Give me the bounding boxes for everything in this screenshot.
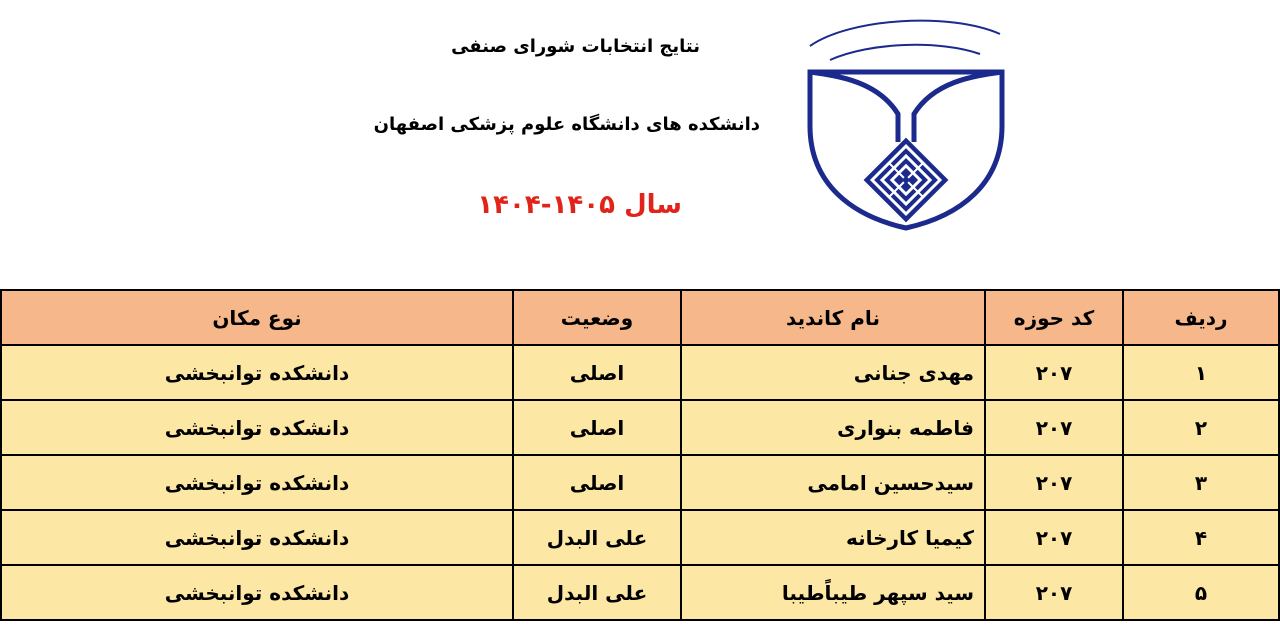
- column-header-code: کد حوزه: [985, 290, 1123, 345]
- university-logo: [800, 6, 1012, 232]
- place-type-cell: دانشکده توانبخشی: [1, 400, 513, 455]
- table-row: [1, 400, 1279, 455]
- candidate-name-cell: فاطمه بنواری: [681, 400, 985, 455]
- status-cell: اصلی: [513, 455, 681, 510]
- place-type-cell: دانشکده توانبخشی: [1, 510, 513, 565]
- table-row: [1, 510, 1279, 565]
- row-number-cell: ۵: [1123, 565, 1279, 620]
- table-row: [1, 345, 1279, 400]
- place-type-cell: دانشکده توانبخشی: [1, 565, 513, 620]
- code-cell: ۲۰۷: [985, 345, 1123, 400]
- row-number-cell: ۱: [1123, 345, 1279, 400]
- column-header-row-number: ردیف: [1123, 290, 1279, 345]
- code-cell: ۲۰۷: [985, 510, 1123, 565]
- candidate-name-cell: کیمیا کارخانه: [681, 510, 985, 565]
- table-row: [1, 565, 1279, 620]
- column-header-candidate-name: نام کاندید: [681, 290, 985, 345]
- candidate-name-cell: سیدحسین امامی: [681, 455, 985, 510]
- place-type-cell: دانشکده توانبخشی: [1, 455, 513, 510]
- candidate-name-cell: سید سپهر طیباًطیبا: [681, 565, 985, 620]
- column-header-place-type: نوع مکان: [1, 290, 513, 345]
- code-cell: ۲۰۷: [985, 565, 1123, 620]
- university-subtitle: دانشکده های دانشگاه علوم پزشکی اصفهان: [373, 114, 760, 135]
- code-cell: ۲۰۷: [985, 455, 1123, 510]
- column-header-status: وضعیت: [513, 290, 681, 345]
- status-cell: علی البدل: [513, 510, 681, 565]
- place-type-cell: دانشکده توانبخشی: [1, 345, 513, 400]
- row-number-cell: ۴: [1123, 510, 1279, 565]
- code-cell: ۲۰۷: [985, 400, 1123, 455]
- row-number-cell: ۲: [1123, 400, 1279, 455]
- status-cell: اصلی: [513, 400, 681, 455]
- candidate-name-cell: مهدی جنانی: [681, 345, 985, 400]
- results-table: [0, 289, 1280, 621]
- status-cell: علی البدل: [513, 565, 681, 620]
- status-cell: اصلی: [513, 345, 681, 400]
- table-row: [1, 455, 1279, 510]
- row-number-cell: ۳: [1123, 455, 1279, 510]
- academic-year: سال ۱۴۰۵-۱۴۰۴: [477, 190, 682, 220]
- table-header-row: [1, 290, 1279, 345]
- document-title: نتایج انتخابات شورای صنفی: [451, 36, 700, 57]
